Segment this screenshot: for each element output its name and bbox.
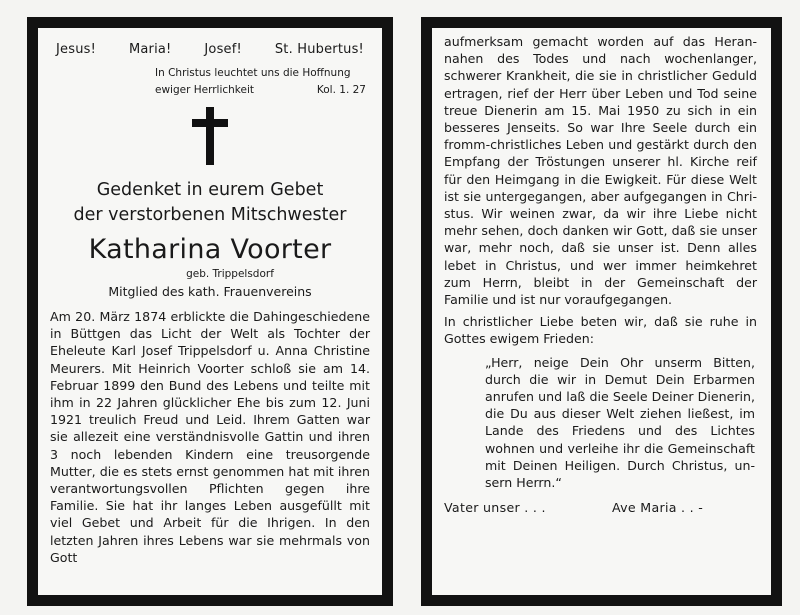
obituary-paragraph-1: aufmerksam gemacht worden auf das Herannahen des Todes und nach wochenlanger, schwerer Krankheit, die sie in christlicher Geduld ertragen, rief der Herr über Leben und Tod seine treue Dienerin am 15. Mai 1950 zu sich in ein besseres Jenseits. So war Ihre Seele durch ein fromm-christliches Leben und gestärkt durch den Empfang der Tröstungen unserer hl. Kirche reif für den Heimgang in die Ewigkeit. Für diese Welt ist sie untergegangen, aber aufgegangen in Christus. Wir weinen zwar, da wir ihre Liebe nicht mehr sehen, doch danken wir Gott, daß sie unser war, mehr noch, daß sie unser ist. Denn alles lebet in Christus, und wer immer heimkehret zum Herrn, bleibt in der Gemeinschaft der Familie und ist nur voraufgegangen. <box>444 34 757 308</box>
membership: Mitglied des kath. Frauenvereins <box>108 284 312 299</box>
maiden-name: geb. Trippelsdorf <box>186 268 274 280</box>
footer-ave-maria: Ave Maria . . - <box>612 500 704 516</box>
card-front-paper <box>38 28 382 595</box>
deceased-name: Katharina Voorter <box>88 234 332 265</box>
heading-line-2: der verstorbenen Mitschwester <box>73 205 347 225</box>
prayer-text: „Herr, neige Dein Ohr unserm Bitten, durch die wir in Demut Dein Erbarmen anrufen und laß die Seele Deiner Dienerin, die Du aus dieser Welt ziehen ließest, im Lande des Friedens und des Lichtes wohnen und verleihe ihr die Gemeinschaft mit Deinen Heiligen. Durch Christus, unsern Herrn.“ <box>485 354 755 491</box>
invocation-maria: Maria! <box>128 42 172 57</box>
card-back-paper <box>432 28 771 595</box>
invocation-row <box>50 40 370 57</box>
verse-line-2 <box>155 82 366 99</box>
biography-text: Am 20. März 1874 erblickte die Dahingeschiedene in Büttgen das Licht der Welt als Tochter der Eheleute Karl Josef Trippelsdorf u. Anna Christine Meurers. Mit Heinrich Voorter schloß sie am 14. Februar 1899 den Bund des Lebens und teilte mit ihm in 22 Jahren glücklicher Ehe bis zum 12. Juni 1921 treulich Freud und Leid. Ihrem Gatten war sie allezeit eine verständnisvolle Gattin und ihren 3 noch lebenden Kindern eine treusorgende Mutter, die es stets ernst genommen hat mit ihren verantwortungsvollen Pflichten gegen ihre Familie. Sie hat ihr langes Leben ausgefüllt mit viel Gebet und Arbeit für die Ihrigen. In den letzten Jahren ihres Lebens war sie mehrmals von Gott <box>50 309 370 565</box>
cross-icon <box>192 107 228 165</box>
prayer-footer <box>444 500 757 515</box>
invocation-hubertus: St. Hubertus! <box>274 42 364 57</box>
obituary-paragraph-2: In christlicher Liebe beten wir, daß sie ruhe in Gottes ewigem Frieden: <box>444 314 757 347</box>
memorial-heading <box>50 178 370 228</box>
verse-line-1: In Christus leuchtet uns die Hoffnung <box>155 67 351 79</box>
footer-vater-unser: Vater unser . . . <box>444 500 546 516</box>
invocation-jesus: Jesus! <box>56 42 97 57</box>
verse-line-2-text: ewiger Herrlichkeit <box>155 84 255 96</box>
card-back <box>421 17 782 606</box>
obituary-text <box>444 33 757 348</box>
verse-reference: Kol. 1. 27 <box>316 84 366 96</box>
invocation-josef: Josef! <box>204 42 242 57</box>
bible-verse <box>50 65 370 99</box>
heading-line-1: Gedenket in eurem Gebet <box>96 180 324 200</box>
card-front <box>27 17 393 606</box>
